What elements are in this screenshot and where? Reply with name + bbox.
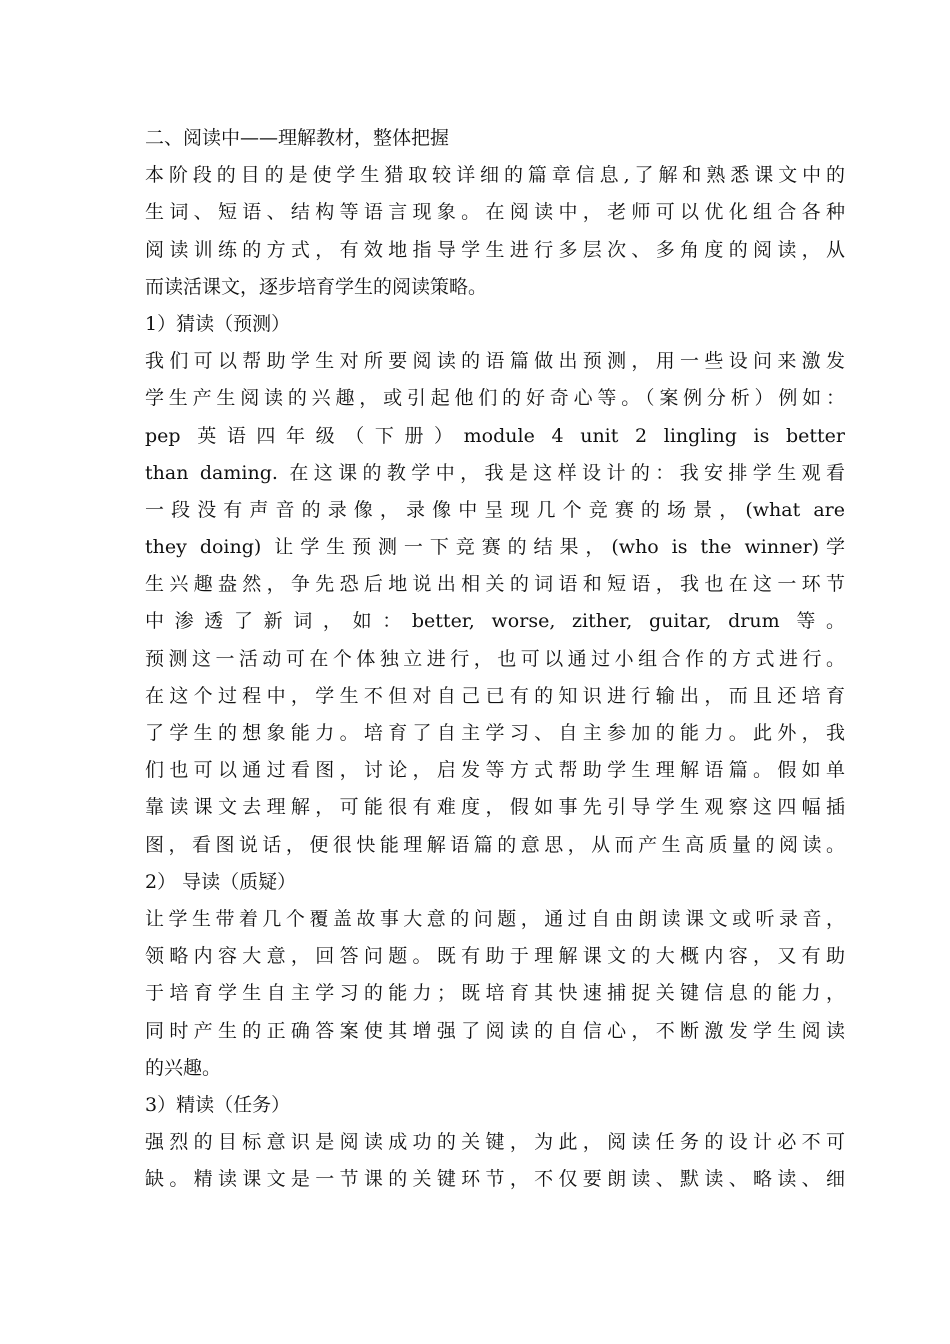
text-line: 1）猜读（预测）: [145, 312, 291, 335]
text-line: 让学生带着几个覆盖故事大意的问题，通过自由朗读课文或听录音，: [145, 907, 845, 930]
text-line: 我们可以帮助学生对所要阅读的语篇做出预测，用一些设问来激发: [145, 350, 845, 373]
text-line: 2） 导读（质疑）: [145, 870, 297, 893]
text-line: 而读活课文，逐步培育学生的阅读策略。: [145, 275, 488, 298]
text-line: 3）精读（任务）: [145, 1093, 291, 1116]
text-line: 生词、短语、结构等语言现象。在阅读中，老师可以优化组合各种: [145, 201, 845, 224]
text-line: than daming. 在这课的教学中，我是这样设计的：我安排学生观看: [145, 461, 845, 484]
text-line: 在这个过程中，学生不但对自己已有的知识进行输出，而且还培育: [145, 684, 845, 707]
text-line: 靠读课文去理解，可能很有难度，假如事先引导学生观察这四幅插: [145, 796, 845, 819]
text-line: 强烈的目标意识是阅读成功的关键，为此，阅读任务的设计必不可: [145, 1131, 845, 1154]
text-line: pep 英语四年级（下册）module 4 unit 2 lingling is better: [145, 424, 845, 447]
text-line: 一段没有声音的录像，录像中呈现几个竞赛的场景，(what are: [145, 498, 845, 521]
text-line: 学生产生阅读的兴趣，或引起他们的好奇心等。（案例分析）例如：: [145, 387, 845, 410]
document-body: [145, 120, 845, 1198]
text-line: 阅读训练的方式，有效地指导学生进行多层次、多角度的阅读，从: [145, 238, 845, 261]
text-line: 本阶段的目的是使学生猎取较详细的篇章信息,了解和熟悉课文中的: [145, 164, 845, 187]
text-line: 于培育学生自主学习的能力；既培育其快速捕捉关键信息的能力，: [145, 982, 845, 1005]
text-line: 预测这一活动可在个体独立进行，也可以通过小组合作的方式进行。: [145, 647, 845, 670]
text-line: 中渗透了新词，如：better, worse, zither, guitar, drum 等。: [145, 610, 845, 633]
text-line: 同时产生的正确答案使其增强了阅读的自信心，不断激发学生阅读: [145, 1019, 845, 1042]
text-line: 们也可以通过看图，讨论，启发等方式帮助学生理解语篇。假如单: [145, 759, 845, 782]
text-line: 了学生的想象能力。培育了自主学习、自主参加的能力。此外，我: [145, 722, 845, 744]
text-line: 二、阅读中——理解教材，整体把握: [145, 127, 450, 149]
text-line: 领略内容大意，回答问题。既有助于理解课文的大概内容，又有助: [145, 945, 845, 968]
text-line: 图，看图说话，便很快能理解语篇的意思，从而产生高质量的阅读。: [145, 833, 845, 856]
text-line: 生兴趣盎然，争先恐后地说出相关的词语和短语，我也在这一环节: [145, 573, 845, 596]
text-line: they doing) 让学生预测一下竞赛的结果，(who is the winner)学: [145, 536, 845, 559]
text-line: 的兴趣。: [145, 1056, 222, 1079]
text-line: 缺。精读课文是一节课的关键环节，不仅要朗读、默读、略读、细: [145, 1168, 845, 1191]
